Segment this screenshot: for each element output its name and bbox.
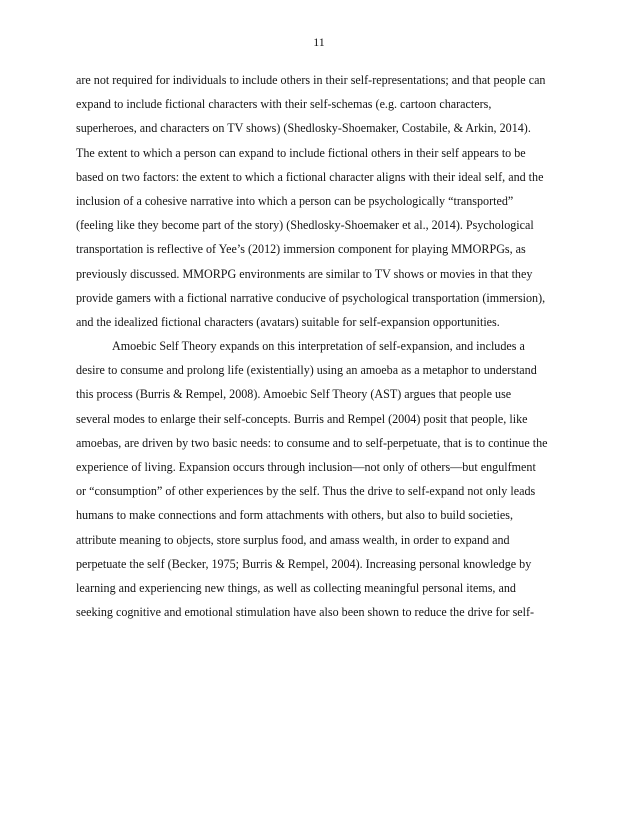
text-line: seeking cognitive and emotional stimulation have also been shown to reduce the drive for self- [76,605,535,620]
text-line: or “consumption” of other experiences by the self. Thus the drive to self-expand not only leads [76,484,536,499]
text-line: transportation is reflective of Yee’s (2012) immersion component for playing MMORPGs, as [76,242,526,257]
body-text [76,68,576,624]
text-line: based on two factors: the extent to which a fictional character aligns with their ideal self, and the [76,169,544,184]
text-line: are not required for individuals to include others in their self-representations; and that people can [76,73,546,87]
text-line: provide gamers with a fictional narrative conducive of psychological transportation (immersion), [76,290,546,305]
text-line: (feeling like they become part of the story) (Shedlosky-Shoemaker et al., 2014). Psychological [76,218,534,233]
text-line: The extent to which a person can expand to include fictional others in their self appears to be [76,145,526,160]
text-line: amoebas, are driven by two basic needs: to consume and to self-perpetuate, that is to continue the [76,435,548,450]
text-line: inclusion of a cohesive narrative into which a person can be psychologically “transported” [76,193,514,208]
page-number: 11 [313,35,325,49]
text-line: this process (Burris & Rempel, 2008). Amoebic Self Theory (AST) argues that people use [76,387,512,402]
text-line: Amoebic Self Theory expands on this interpretation of self-expansion, and includes a [112,339,525,354]
text-line: desire to consume and prolong life (existentially) using an amoeba as a metaphor to understand [76,363,537,378]
text-line: expand to include fictional characters with their self-schemas (e.g. cartoon characters, [76,97,492,112]
text-line: experience of living. Expansion occurs through inclusion—not only of others—but engulfment [76,460,536,474]
text-line: superheroes, and characters on TV shows) (Shedlosky-Shoemaker, Costabile, & Arkin, 2014). [76,121,531,136]
text-line: previously discussed. MMORPG environments are similar to TV shows or movies in that they [76,266,533,281]
text-line: attribute meaning to objects, store surplus food, and amass wealth, in order to expand and [76,532,510,547]
text-line: humans to make connections and form attachments with others, but also to build societies, [76,508,513,523]
text-line: and the idealized fictional characters (avatars) suitable for self-expansion opportunities. [76,314,500,329]
text-line: several modes to enlarge their self-concepts. Burris and Rempel (2004) posit that people, like [76,411,528,426]
text-line: perpetuate the self (Becker, 1975; Burris & Rempel, 2004). Increasing personal knowledge by [76,556,532,571]
text-line: learning and experiencing new things, as well as collecting meaningful personal items, and [76,580,516,595]
